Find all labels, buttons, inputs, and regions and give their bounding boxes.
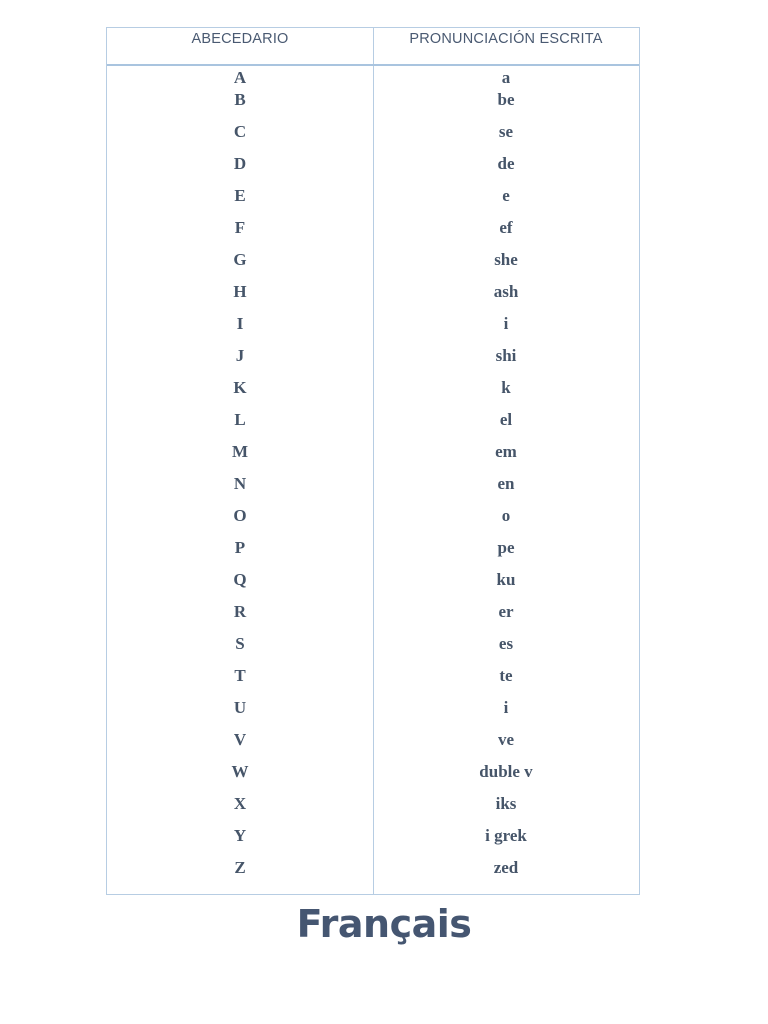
letter-cell: G	[233, 250, 247, 269]
pronunciation-cell: she	[494, 250, 518, 269]
letter-cell: P	[234, 538, 246, 557]
table-row	[107, 504, 639, 528]
header-pronunciacion: PRONUNCIACIÓN ESCRITA	[409, 31, 603, 47]
table-row	[107, 152, 639, 176]
letter-cell: X	[233, 794, 247, 813]
pronunciation-cell: i	[503, 698, 509, 717]
table-row	[107, 216, 639, 240]
pronunciation-cell: i grek	[485, 826, 527, 845]
table-row	[107, 760, 639, 784]
table-row	[107, 632, 639, 656]
table-row	[107, 824, 639, 848]
letter-cell: E	[234, 186, 246, 205]
pronunciation-cell: o	[501, 506, 511, 525]
table-row	[107, 408, 639, 432]
pronunciation-cell: te	[499, 666, 513, 685]
pronunciation-cell: se	[498, 122, 514, 141]
table-row	[107, 696, 639, 720]
table-row	[107, 536, 639, 560]
pronunciation-cell: i	[503, 314, 509, 333]
letter-cell: C	[233, 122, 247, 141]
table-row	[107, 440, 639, 464]
letter-cell: U	[233, 698, 247, 717]
alphabet-table	[106, 27, 640, 895]
letter-cell: D	[233, 154, 247, 173]
table-row	[107, 280, 639, 304]
table-row	[107, 472, 639, 496]
letter-cell: W	[231, 762, 249, 781]
page-caption: Français	[296, 902, 472, 946]
letter-cell: N	[233, 474, 247, 493]
table-row	[107, 600, 639, 624]
pronunciation-cell: es	[498, 634, 514, 653]
pronunciation-cell: ku	[496, 570, 516, 589]
table-row	[107, 184, 639, 208]
pronunciation-cell: ve	[497, 730, 515, 749]
table-row	[107, 248, 639, 272]
table-row	[107, 66, 639, 90]
letter-cell: O	[233, 506, 247, 525]
letter-cell: I	[236, 314, 244, 333]
letter-cell: R	[233, 602, 247, 621]
table-row	[107, 120, 639, 144]
pronunciation-cell: k	[501, 378, 511, 397]
letter-cell: B	[234, 90, 246, 109]
pronunciation-cell: shi	[495, 346, 517, 365]
pronunciation-cell: el	[499, 410, 513, 429]
table-row	[107, 728, 639, 752]
table-row	[107, 664, 639, 688]
table-row	[107, 568, 639, 592]
pronunciation-cell: duble v	[479, 762, 533, 781]
table-row	[107, 344, 639, 368]
pronunciation-cell: ash	[493, 282, 519, 301]
pronunciation-cell: er	[498, 602, 514, 621]
letter-cell: A	[233, 68, 247, 87]
pronunciation-cell: iks	[495, 794, 517, 813]
letter-cell: F	[234, 218, 246, 237]
table-row	[107, 312, 639, 336]
letter-cell: Q	[233, 570, 247, 589]
header-abecedario: ABECEDARIO	[191, 31, 289, 47]
pronunciation-cell: pe	[497, 538, 515, 557]
pronunciation-cell: en	[497, 474, 515, 493]
letter-cell: J	[235, 346, 245, 365]
pronunciation-cell: a	[501, 68, 511, 87]
pronunciation-cell: zed	[493, 858, 519, 877]
letter-cell: V	[233, 730, 247, 749]
table-row	[107, 376, 639, 400]
letter-cell: T	[234, 666, 246, 685]
pronunciation-cell: de	[497, 154, 515, 173]
table-header	[107, 28, 639, 66]
table-row	[107, 88, 639, 112]
letter-cell: Y	[233, 826, 247, 845]
letter-cell: H	[233, 282, 247, 301]
letter-cell: K	[233, 378, 247, 397]
pronunciation-cell: be	[497, 90, 515, 109]
pronunciation-cell: e	[502, 186, 510, 205]
pronunciation-cell: em	[495, 442, 517, 461]
letter-cell: L	[234, 410, 246, 429]
letter-cell: Z	[234, 858, 246, 877]
letter-cell: S	[235, 634, 245, 653]
table-row	[107, 856, 639, 880]
pronunciation-cell: ef	[499, 218, 513, 237]
letter-cell: M	[231, 442, 249, 461]
table-row	[107, 792, 639, 816]
